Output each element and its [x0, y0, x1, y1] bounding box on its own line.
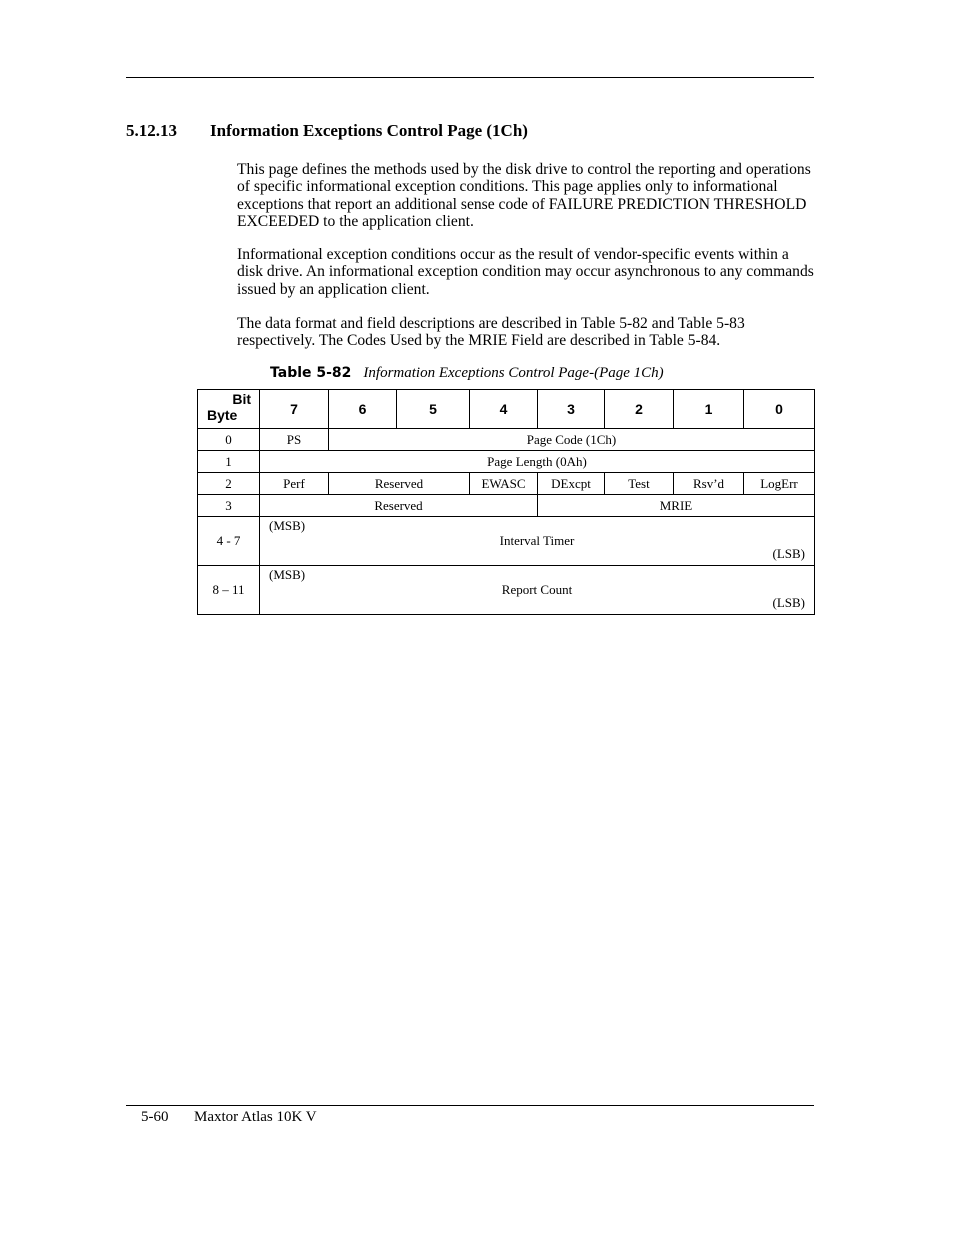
perf-field: Perf	[260, 473, 329, 495]
bit-header-2: 2	[605, 390, 674, 429]
table-row-byte-1	[198, 451, 815, 473]
page-footer	[141, 1109, 317, 1126]
byte-label: Byte	[207, 407, 238, 423]
lsb-label: (LSB)	[772, 595, 805, 610]
bit-header-0: 0	[744, 390, 815, 429]
table-caption-text: Information Exceptions Control Page-(Page 1Ch)	[363, 365, 664, 381]
bit-label: Bit	[232, 391, 251, 407]
paragraph-format: The data format and field descriptions are described in Table 5-82 and Table 5-83 respectively. The Codes Used by the MRIE Field are described in Table 5-84.	[237, 315, 745, 350]
interval-timer-label: Interval Timer	[499, 533, 575, 548]
table-caption-label: Table 5-82	[270, 365, 352, 381]
section-title: Information Exceptions Control Page (1Ch)	[210, 121, 528, 140]
page-length-field: Page Length (0Ah)	[260, 451, 815, 473]
msb-label: (MSB)	[269, 567, 306, 582]
bit-header-3: 3	[538, 390, 605, 429]
byte-number-cell: 8 – 11	[198, 566, 260, 615]
bit-header-5: 5	[397, 390, 470, 429]
mrie-field: MRIE	[538, 495, 815, 517]
test-field: Test	[605, 473, 674, 495]
byte-number-cell: 4 - 7	[198, 517, 260, 566]
bit-byte-header-cell	[198, 390, 260, 429]
table-row-bytes-4-7	[198, 517, 815, 566]
paragraph-intro: This page defines the methods used by the disk drive to control the reporting and operations of specific informational exception conditions. This page applies only to informational exceptions that report an additional sense code of FAILURE PREDICTION THRESHOLD EXCEEDED to the application client.	[237, 161, 811, 230]
header-rule	[126, 77, 814, 78]
table-header-row	[198, 390, 815, 429]
page-code-field: Page Code (1Ch)	[329, 429, 815, 451]
byte-number-cell: 3	[198, 495, 260, 517]
bit-header-7: 7	[260, 390, 329, 429]
logerr-field: LogErr	[744, 473, 815, 495]
table-row-byte-0	[198, 429, 815, 451]
byte-number-cell: 0	[198, 429, 260, 451]
byte-number-cell: 2	[198, 473, 260, 495]
interval-timer-field	[260, 517, 815, 566]
footer-rule	[126, 1105, 814, 1106]
table-row-byte-2	[198, 473, 815, 495]
reserved-field: Reserved	[329, 473, 470, 495]
bit-header-1: 1	[674, 390, 744, 429]
section-heading	[126, 121, 528, 141]
dexcpt-field: DExcpt	[538, 473, 605, 495]
page-number: 5-60	[141, 1109, 169, 1125]
report-count-field	[260, 566, 815, 615]
byte-number-cell: 1	[198, 451, 260, 473]
register-table	[197, 389, 815, 615]
table-row-bytes-8-11	[198, 566, 815, 615]
bit-header-4: 4	[470, 390, 538, 429]
reserved-field: Reserved	[260, 495, 538, 517]
paragraph-conditions: Informational exception conditions occur as the result of vendor-specific events within a disk drive. An informational exception condition may occur asynchronous to any commands issued by an application client.	[237, 246, 814, 298]
ewasc-field: EWASC	[470, 473, 538, 495]
ps-field: PS	[260, 429, 329, 451]
document-title: Maxtor Atlas 10K V	[194, 1109, 317, 1125]
rsvd-field: Rsv’d	[674, 473, 744, 495]
bit-header-6: 6	[329, 390, 397, 429]
report-count-label: Report Count	[501, 582, 573, 597]
section-number: 5.12.13	[126, 121, 177, 140]
lsb-label: (LSB)	[772, 546, 805, 561]
table-row-byte-3	[198, 495, 815, 517]
table-caption	[270, 365, 664, 382]
msb-label: (MSB)	[269, 518, 306, 533]
